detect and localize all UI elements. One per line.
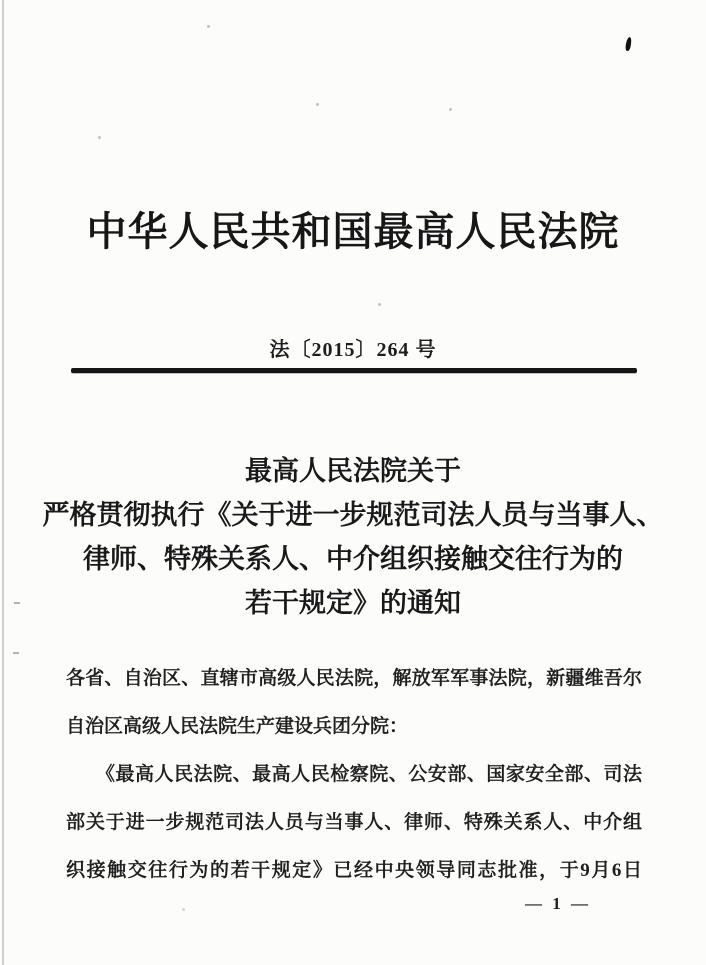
notice-title-line-3: 律师、特殊关系人、中介组织接触交往行为的 [83, 544, 623, 574]
salutation-line-1: 各省、自治区、直辖市高级人民法院，解放军军事法院，新疆维吾尔 [66, 668, 642, 689]
notice-body [66, 655, 642, 895]
scan-dot [378, 303, 381, 306]
scan-dot [207, 25, 210, 28]
salutation-line-2: 自治区高级人民法院生产建设兵团分院： [66, 716, 409, 737]
notice-title-line-1: 最高人民法院关于 [245, 456, 461, 486]
notice-title-line-4: 若干规定》的通知 [245, 588, 461, 618]
document-number: 法〔2015〕264 号 [269, 339, 437, 361]
scan-dot [316, 103, 319, 106]
scan-dot [182, 908, 185, 911]
body-paragraph-line-2: 部关于进一步规范司法人员与当事人、律师、特殊关系人、中介组 [66, 812, 642, 833]
notice-title-line-2: 严格贯彻执行《关于进一步规范司法人员与当事人、 [42, 500, 664, 530]
letterhead-org-name: 中华人民共和国最高人民法院 [86, 209, 620, 254]
scan-dash-mark [13, 652, 19, 654]
body-paragraph-line-1: 《最高人民法院、最高人民检察院、公安部、国家安全部、司法 [96, 764, 642, 785]
body-paragraph-line-3: 织接触交往行为的若干规定》已经中央领导同志批准，于9月6日 [66, 860, 642, 881]
notice-title [0, 449, 706, 625]
scan-dot [449, 108, 452, 111]
letterhead-rule [71, 368, 637, 373]
scan-speck [625, 37, 632, 52]
page-number: — 1 — [525, 894, 591, 913]
scan-dot [98, 136, 101, 139]
